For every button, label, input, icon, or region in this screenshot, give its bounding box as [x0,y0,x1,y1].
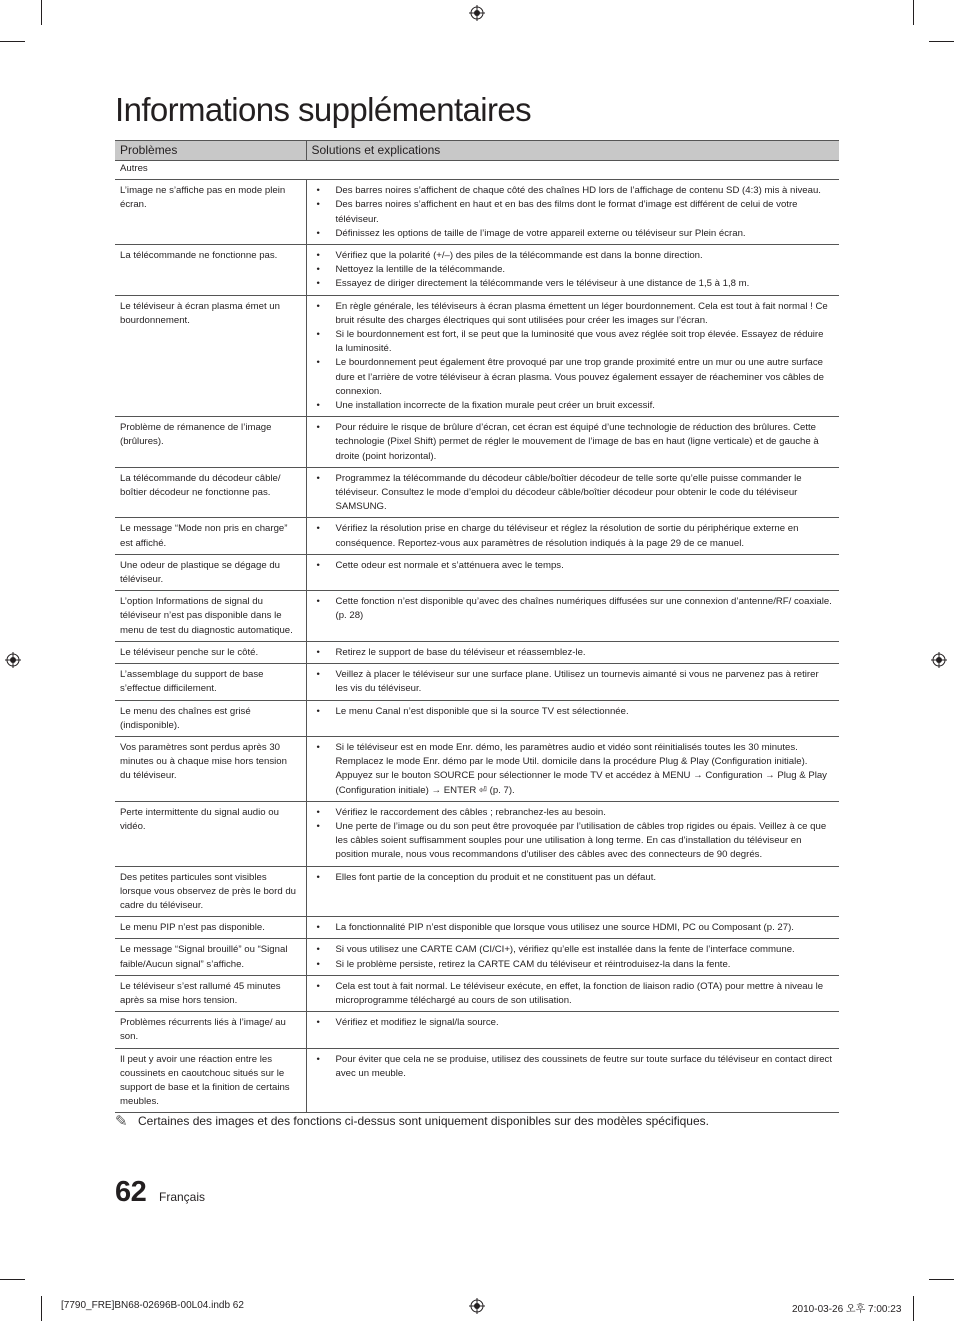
solution-cell [306,295,839,417]
solution-item: • La fonctionnalité PIP n’est disponible que lorsque vous utilisez une source HDMI, PC ou Composant (p. 27). [312,921,834,935]
solution-cell [306,1048,839,1113]
solution-cell [306,180,839,245]
solution-cell [306,245,839,296]
crop-mark [913,0,914,25]
solution-item: • Une perte de l’image ou du son peut être provoquée par l’utilisation de câbles trop rigides ou épais. Veillez à ce que les câbles soient suffisamment souples pour une utilisation à long terme. En cas d’installation du téléviseur en position murale, nous vous recommandons d’utiliser des câbles avec des connecteurs de 90 degrés. [312,820,834,863]
problem-cell: L’option Informations de signal du téléviseur n’est pas disponible dans le menu de test du diagnostic automatique. [115,591,306,642]
table-row [115,591,839,642]
solution-item: • Vérifiez que la polarité (+/–) des piles de la télécommande est dans la bonne direction. [312,249,834,263]
solution-list [312,595,834,623]
footnote [115,1112,709,1130]
table-row [115,554,839,590]
table-row [115,467,839,518]
pencil-note-icon: ✎ [115,1113,128,1130]
problem-cell: La télécommande ne fonctionne pas. [115,245,306,296]
solution-item: • Définissez les options de taille de l’image de votre appareil externe ou téléviseur sur Plein écran. [312,227,834,241]
solution-item: • Vérifiez et modifiez le signal/la source. [312,1016,834,1030]
solution-cell [306,801,839,866]
problem-cell: Le téléviseur à écran plasma émet un bourdonnement. [115,295,306,417]
crop-mark [929,41,954,42]
problem-cell: Vos paramètres sont perdus après 30 minutes ou à chaque mise hors tension du téléviseur. [115,736,306,801]
solution-item: • Une installation incorrecte de la fixation murale peut créer un bruit excessif. [312,399,834,413]
crop-mark [0,41,25,42]
table-row [115,700,839,736]
solution-item: • Vérifiez la résolution prise en charge du téléviseur et réglez la résolution de sortie du périphérique externe en conséquence. Reportez-vous aux paramètres de résolution indiqués à la page 29 de ce manuel. [312,522,834,550]
solution-cell [306,554,839,590]
solution-item: • Si vous utilisez une CARTE CAM (CI/CI+), vérifiez qu’elle est installée dans la fente de l’interface commune. [312,943,834,957]
solution-list [312,741,834,798]
problem-cell: Perte intermittente du signal audio ou vidéo. [115,801,306,866]
footer-timestamp: 2010-03-26 오후 7:00:23 [792,1304,902,1315]
solution-cell [306,700,839,736]
problem-cell: La télécommande du décodeur câble/ boîtier décodeur ne fonctionne pas. [115,467,306,518]
problem-cell: Le message “Mode non pris en charge” est affiché. [115,518,306,554]
section-label: Autres [115,161,839,180]
problem-cell: Problèmes récurrents liés à l’image/ au son. [115,1012,306,1048]
table-row [115,736,839,801]
solution-list [312,249,834,292]
registration-mark-icon [931,652,947,668]
solution-item: • Veillez à placer le téléviseur sur une surface plane. Utilisez un tournevis aimanté si vous ne parvenez pas à retirer les vis du téléviseur. [312,668,834,696]
page-language: Français [159,1190,206,1204]
problem-cell: Il peut y avoir une réaction entre les coussinets en caoutchouc situés sur le support de base et la finition de certains meubles. [115,1048,306,1113]
solution-item: • Le menu Canal n’est disponible que si la source TV est sélectionnée. [312,705,834,719]
solution-cell [306,939,839,975]
problem-cell: Le téléviseur penche sur le côté. [115,641,306,663]
solution-list [312,668,834,696]
solution-item: • Pour réduire le risque de brûlure d’écran, cet écran est équipé d’une technologie de réduction des brûlures. Cette technologie (Pixel Shift) permet de régler le mouvement de l’image de bas en haut (ligne verticale) et de gauche à droite (point horizontal). [312,421,834,464]
solution-list [312,421,834,464]
crop-mark [41,1296,42,1321]
solution-cell [306,417,839,468]
table-header-row [115,141,839,161]
solution-item: • Cela est tout à fait normal. Le téléviseur exécute, en effet, la fonction de liaison radio (OTA) pour mettre à niveau le microprogramme téléchargé au cours de son utilisation. [312,980,834,1008]
solution-item: • Cette odeur est normale et s’atténuera avec le temps. [312,559,834,573]
table-row [115,866,839,917]
problem-cell: Le téléviseur s’est rallumé 45 minutes après sa mise hors tension. [115,975,306,1011]
solution-list [312,921,834,935]
solution-item: • Si le bourdonnement est fort, il se peut que la luminosité que vous avez réglée soit trop élevée. Essayez de réduire la luminosité. [312,328,834,356]
solution-cell [306,1012,839,1048]
table-row [115,664,839,700]
solution-list [312,184,834,241]
solution-cell [306,866,839,917]
solution-cell [306,467,839,518]
problem-cell: Le message “Signal brouillé” ou “Signal faible/Aucun signal” s’affiche. [115,939,306,975]
problem-cell: Une odeur de plastique se dégage du téléviseur. [115,554,306,590]
solution-item: • Nettoyez la lentille de la télécommande. [312,263,834,277]
troubleshooting-table [115,140,839,1113]
solution-list [312,300,834,414]
solution-list [312,522,834,550]
solution-list [312,943,834,971]
solution-cell [306,664,839,700]
problem-cell: L’image ne s’affiche pas en mode plein écran. [115,180,306,245]
solution-cell [306,641,839,663]
footer-file-info: [7790_FRE]BN68-02696B-00L04.indb 62 [61,1300,244,1311]
table-row [115,917,839,939]
table-row [115,975,839,1011]
registration-mark-icon [469,5,485,21]
registration-mark-icon [5,652,21,668]
solution-cell [306,975,839,1011]
solution-list [312,806,834,863]
problem-cell: Des petites particules sont visibles lorsque vous observez de près le bord du cadre du téléviseur. [115,866,306,917]
registration-mark-icon [469,1298,485,1314]
table-row [115,1048,839,1113]
solution-cell [306,518,839,554]
solution-item: • Elles font partie de la conception du produit et ne constituent pas un défaut. [312,871,834,885]
solution-item: • Si le téléviseur est en mode Enr. démo, les paramètres audio et vidéo sont réinitialisés toutes les 30 minutes. Remplacez le mode Enr. démo par le mode Util. domicile dans la procédure Plug & Play (Configuration initiale). Appuyez sur le bouton SOURCE pour sélectionner le mode TV et accédez à MENU → Configuration → Plug & Play (Configuration initiale) → ENTER ⏎ (p. 7). [312,741,834,798]
problem-cell: Le menu des chaînes est grisé (indisponible). [115,700,306,736]
table-row [115,417,839,468]
table-row [115,518,839,554]
crop-mark [913,1296,914,1321]
section-row [115,161,839,180]
solution-list [312,1053,834,1081]
problem-cell: L’assemblage du support de base s’effectue difficilement. [115,664,306,700]
footnote-text: Certaines des images et des fonctions ci-dessus sont uniquement disponibles sur des modèles spécifiques. [138,1114,709,1128]
solution-item: • Cette fonction n’est disponible qu’avec des chaînes numériques diffusées sur une connexion d’antenne/RF/ coaxiale. (p. 28) [312,595,834,623]
problem-cell: Le menu PIP n’est pas disponible. [115,917,306,939]
solution-item: • Essayez de diriger directement la télécommande vers le téléviseur à une distance de 1,5 à 1,8 m. [312,277,834,291]
solution-list [312,472,834,515]
solution-item: • Des barres noires s’affichent de chaque côté des chaînes HD lors de l’affichage de contenu SD (4:3) mis à niveau. [312,184,834,198]
solution-list [312,871,834,885]
solution-item: • En règle générale, les téléviseurs à écran plasma émettent un léger bourdonnement. Cela est tout à fait normal ! Ce bruit résulte des charges électriques qui sont utilisées pour créer les images sur l’écran. [312,300,834,328]
column-header-solutions: Solutions et explications [306,141,839,161]
solution-list [312,705,834,719]
solution-cell [306,917,839,939]
table-row [115,180,839,245]
table-row [115,801,839,866]
solution-list [312,980,834,1008]
page-number: 62 [115,1176,147,1208]
table-row [115,939,839,975]
table-row [115,1012,839,1048]
crop-mark [41,0,42,25]
solution-item: • Retirez le support de base du téléviseur et réassemblez-le. [312,646,834,660]
table-row [115,245,839,296]
crop-mark [0,1279,25,1280]
solution-item: • Le bourdonnement peut également être provoqué par une trop grande proximité entre un mur ou une autre surface dure et l’arrière de votre téléviseur à écran plasma. Vous pouvez également essayer de réacheminer vos câbles de connexion. [312,356,834,399]
solution-item: • Si le problème persiste, retirez la CARTE CAM du téléviseur et réintroduisez-la dans la fente. [312,958,834,972]
solution-item: • Vérifiez le raccordement des câbles ; rebranchez-les au besoin. [312,806,834,820]
table-row [115,295,839,417]
column-header-problems: Problèmes [115,141,306,161]
problem-cell: Problème de rémanence de l’image (brûlures). [115,417,306,468]
solution-item: • Programmez la télécommande du décodeur câble/boîtier décodeur de telle sorte qu’elle puisse commander le téléviseur. Consultez le mode d’emploi du décodeur câble/boîtier décodeur pour obtenir le code du téléviseur SAMSUNG. [312,472,834,515]
solution-item: • Des barres noires s’affichent en haut et en bas des films dont le format d’image est différent de celui de votre téléviseur. [312,198,834,226]
solution-item: • Pour éviter que cela ne se produise, utilisez des coussinets de feutre sur toute surface du téléviseur en contact direct avec un meuble. [312,1053,834,1081]
crop-mark [929,1279,954,1280]
table-row [115,641,839,663]
solution-list [312,1016,834,1030]
page-title: Informations supplémentaires [115,91,532,128]
solution-list [312,559,834,573]
solution-cell [306,591,839,642]
solution-cell [306,736,839,801]
solution-list [312,646,834,660]
